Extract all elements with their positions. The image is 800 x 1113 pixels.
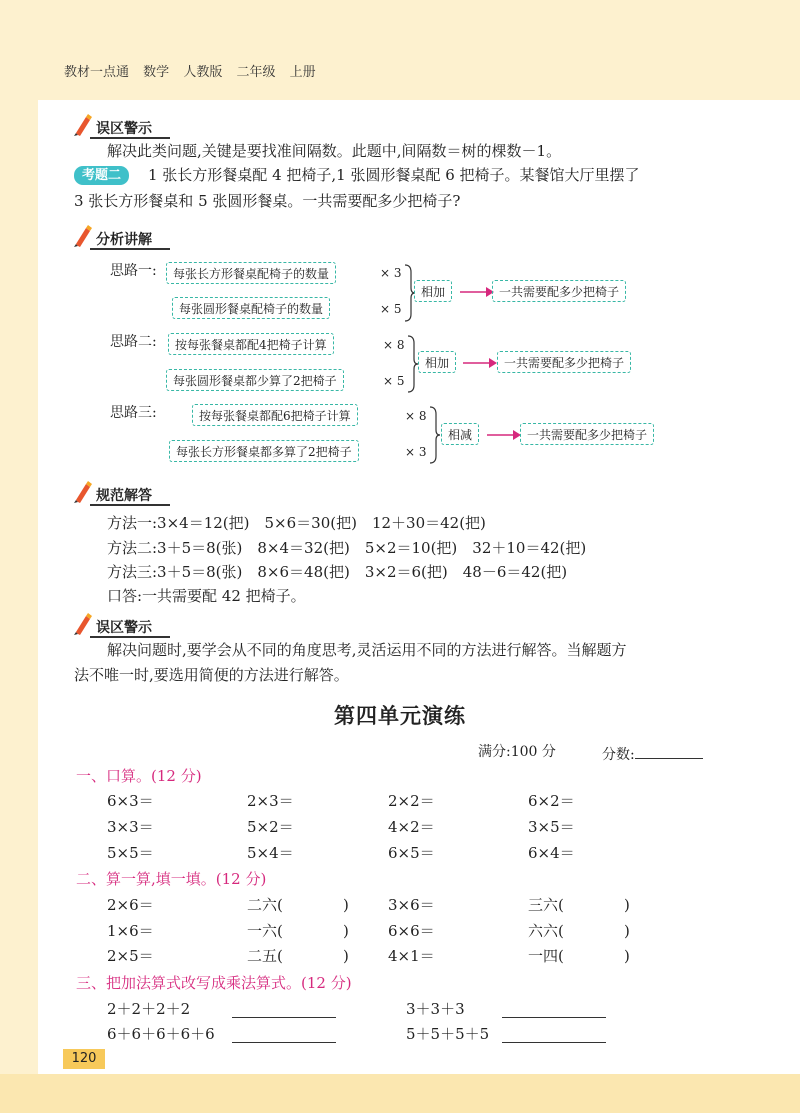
example-badge: 考题二	[74, 166, 129, 185]
unit-title: 第四单元演练	[334, 704, 466, 728]
part2-item: 1×6＝	[107, 922, 154, 940]
part1-title: 一、口算。(12 分)	[76, 767, 202, 785]
part2-close-paren: )	[343, 922, 349, 940]
part2-close-paren: )	[624, 922, 630, 940]
pencil-icon	[72, 224, 92, 248]
heading-underline	[90, 636, 170, 638]
idea2-mul1: × 8	[383, 338, 405, 352]
idea2-box1: 按每张餐桌都配4把椅子计算	[168, 333, 334, 355]
part1-item: 6×3＝	[107, 792, 154, 810]
part2-item: 一六(	[247, 922, 283, 940]
part1-item: 3×3＝	[107, 818, 154, 836]
part2-item: 4×1＝	[388, 947, 435, 965]
example-line2: 3 张长方形餐桌和 5 张圆形餐桌。一共需要配多少把椅子?	[74, 192, 461, 210]
page-background-left	[0, 100, 38, 1113]
idea1-mul2: × 5	[380, 302, 402, 316]
example-line1: 1 张长方形餐桌配 4 把椅子,1 张圆形餐桌配 6 把椅子。某餐馆大厅里摆了	[148, 166, 640, 184]
idea3-box1: 按每张餐桌都配6把椅子计算	[192, 404, 358, 426]
answer-blank[interactable]	[502, 1001, 606, 1018]
idea2-mul2: × 5	[383, 374, 405, 388]
solution-line1: 方法一:3×4＝12(把) 5×6＝30(把) 12＋30＝42(把)	[107, 514, 486, 532]
part2-close-paren: )	[343, 896, 349, 914]
header-edition: 人教版	[183, 65, 223, 80]
heading-underline	[90, 137, 170, 139]
part1-item: 6×2＝	[528, 792, 575, 810]
idea1-mul1: × 3	[380, 266, 402, 280]
score-field[interactable]	[602, 742, 703, 765]
idea3-result: 一共需要配多少把椅子	[520, 423, 654, 445]
part3-item: 3＋3＋3	[406, 1000, 465, 1018]
header-grade: 二年级	[236, 65, 276, 80]
idea3-brace	[429, 406, 441, 464]
part1-item: 5×4＝	[247, 844, 294, 862]
part2-item: 二六(	[247, 896, 283, 914]
page-number: 120	[63, 1049, 105, 1069]
idea2-label: 思路二:	[110, 334, 157, 350]
idea1-operation: 相加	[414, 280, 452, 302]
pencil-icon	[72, 612, 92, 636]
part2-close-paren: )	[624, 896, 630, 914]
part1-item: 5×5＝	[107, 844, 154, 862]
warning2-line2: 法不唯一时,要选用简便的方法进行解答。	[74, 666, 349, 684]
running-header	[64, 61, 326, 80]
heading-underline	[90, 504, 170, 506]
part2-item: 2×6＝	[107, 896, 154, 914]
part3-item: 2＋2＋2＋2	[107, 1000, 191, 1018]
warning1-text: 解决此类问题,关键是要找准间隔数。此题中,间隔数＝树的棵数－1。	[107, 142, 562, 160]
idea1-box1: 每张长方形餐桌配椅子的数量	[166, 262, 336, 284]
part1-item: 3×5＝	[528, 818, 575, 836]
score-label: 分数:	[602, 747, 635, 763]
idea3-mul1: × 8	[405, 409, 427, 423]
part3-item: 6＋6＋6＋6＋6	[107, 1025, 215, 1043]
part2-item: 六六(	[528, 922, 564, 940]
part2-item: 3×6＝	[388, 896, 435, 914]
part2-item: 三六(	[528, 896, 564, 914]
part2-title: 二、算一算,填一填。(12 分)	[76, 870, 267, 888]
full-score: 满分:100 分	[478, 744, 556, 760]
part2-item: 2×5＝	[107, 947, 154, 965]
idea1-box2: 每张圆形餐桌配椅子的数量	[172, 297, 330, 319]
part1-item: 4×2＝	[388, 818, 435, 836]
page-background-top	[0, 0, 800, 100]
part2-close-paren: )	[343, 947, 349, 965]
solution-title: 规范解答	[96, 488, 152, 504]
part1-item: 2×2＝	[388, 792, 435, 810]
part1-item: 6×5＝	[388, 844, 435, 862]
part2-item: 一四(	[528, 947, 564, 965]
page-background-bottom	[0, 1074, 800, 1113]
header-subject: 数学	[143, 65, 170, 80]
idea3-label: 思路三:	[110, 405, 157, 421]
answer-blank[interactable]	[232, 1026, 336, 1043]
part2-close-paren: )	[624, 947, 630, 965]
part2-item: 二五(	[247, 947, 283, 965]
part2-item: 6×6＝	[388, 922, 435, 940]
warning2-line1: 解决问题时,要学会从不同的角度思考,灵活运用不同的方法进行解答。当解题方	[107, 641, 627, 659]
idea2-box2: 每张圆形餐桌都少算了2把椅子	[166, 369, 344, 391]
idea2-operation: 相加	[418, 351, 456, 373]
solution-line2: 方法二:3＋5＝8(张) 8×4＝32(把) 5×2＝10(把) 32＋10＝42(把)	[107, 539, 587, 557]
part1-item: 5×2＝	[247, 818, 294, 836]
analysis-title: 分析讲解	[96, 232, 152, 248]
solution-line3: 方法三:3＋5＝8(张) 8×6＝48(把) 3×2＝6(把) 48－6＝42(把)	[107, 563, 568, 581]
header-volume: 上册	[289, 65, 316, 80]
idea2-arrow	[463, 357, 497, 369]
idea1-result: 一共需要配多少把椅子	[492, 280, 626, 302]
part3-title: 三、把加法算式改写成乘法算式。(12 分)	[76, 974, 352, 992]
idea3-box2: 每张长方形餐桌都多算了2把椅子	[169, 440, 359, 462]
part1-item: 6×4＝	[528, 844, 575, 862]
idea3-mul2: × 3	[405, 445, 427, 459]
solution-answer: 口答:一共需要配 42 把椅子。	[107, 587, 306, 605]
header-book: 教材一点通	[64, 65, 130, 80]
part1-item: 2×3＝	[247, 792, 294, 810]
answer-blank[interactable]	[232, 1001, 336, 1018]
answer-blank[interactable]	[502, 1026, 606, 1043]
warning1-title: 误区警示	[96, 121, 152, 137]
score-blank[interactable]	[635, 742, 703, 759]
pencil-icon	[72, 113, 92, 137]
idea1-label: 思路一:	[110, 263, 157, 279]
idea1-arrow	[460, 286, 494, 298]
idea3-operation: 相减	[441, 423, 479, 445]
part3-item: 5＋5＋5＋5	[406, 1025, 490, 1043]
warning2-title: 误区警示	[96, 620, 152, 636]
pencil-icon	[72, 480, 92, 504]
idea2-result: 一共需要配多少把椅子	[497, 351, 631, 373]
heading-underline	[90, 248, 170, 250]
idea3-arrow	[487, 429, 521, 441]
